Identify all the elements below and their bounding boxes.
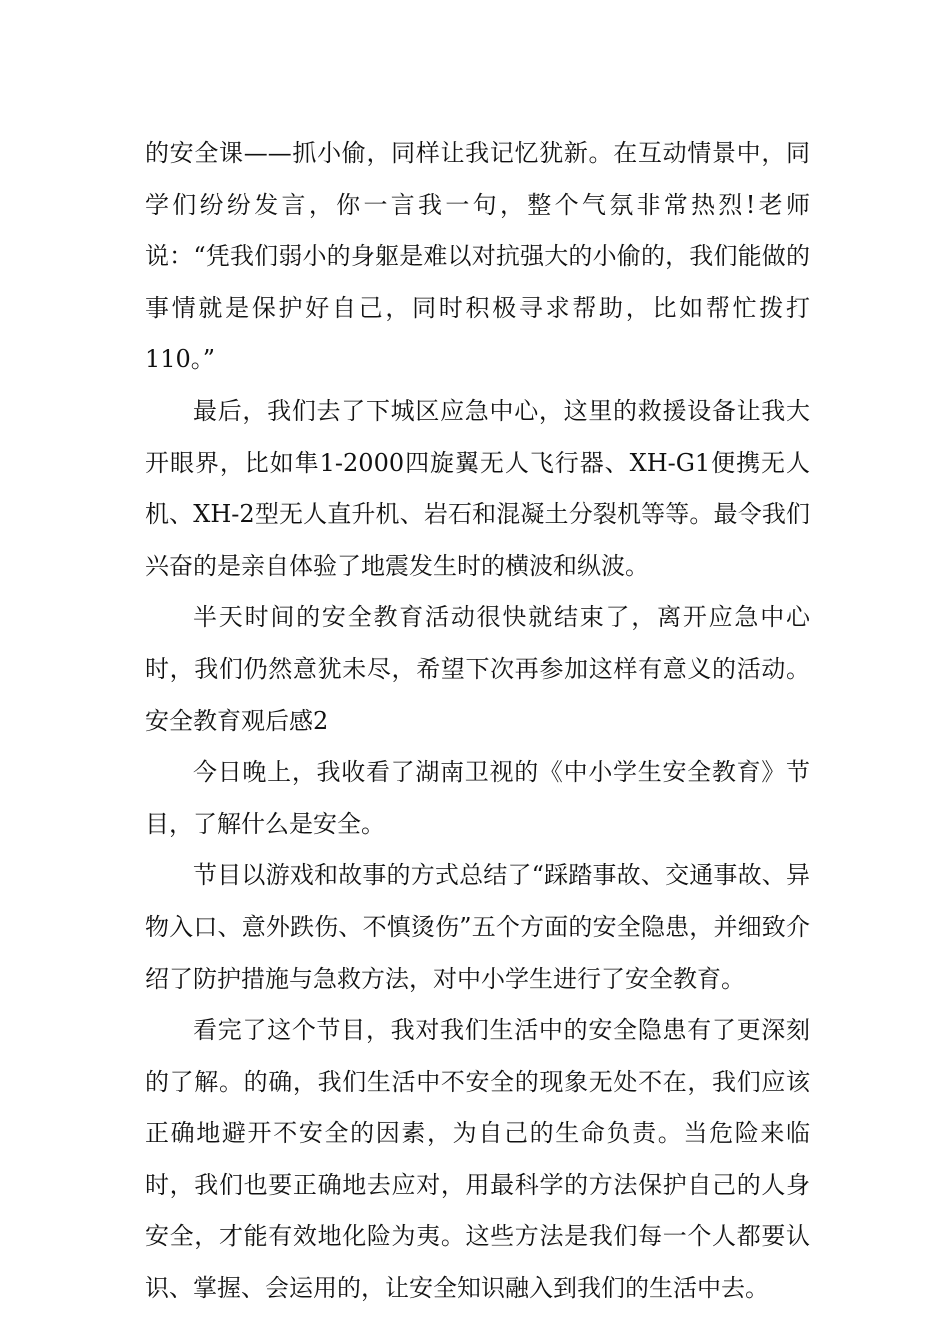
paragraph-5: 节目以游戏和故事的方式总结了“踩踏事故、交通事故、异物入口、意外跌伤、不慎烫伤”五个方面的安全隐患，并细致介绍了防护措施与急救方法，对中小学生进行了安全教育。: [145, 861, 810, 993]
paragraph-6: 看完了这个节目，我对我们生活中的安全隐患有了更深刻的了解。的确，我们生活中不安全的现象无处不在，我们应该正确地避开不安全的因素，为自己的生命负责。当危险来临时，我们也要正确地去应对，用最科学的方法保护自己的人身安全，才能有效地化险为夷。这些方法是我们每一个人都要认识、掌握、会运用的，让安全知识融入到我们的生活中去。: [145, 1016, 810, 1303]
paragraph-3: 半天时间的安全教育活动很快就结束了，离开应急中心时，我们仍然意犹未尽，希望下次再参加这样有意义的活动。安全教育观后感2: [145, 603, 810, 735]
paragraph-2: 最后，我们去了下城区应急中心，这里的救援设备让我大开眼界，比如隼1-2000四旋翼无人飞行器、XH-G1便携无人机、XH-2型无人直升机、岩石和混凝土分裂机等等。最令我们兴奋的是亲自体验了地震发生时的横波和纵波。: [145, 396, 810, 580]
paragraph-1: 的安全课——抓小偷，同样让我记忆犹新。在互动情景中，同学们纷纷发言，你一言我一句，整个气氛非常热烈!老师说：“凭我们弱小的身躯是难以对抗强大的小偷的，我们能做的事情就是保护好自己，同时积极寻求帮助，比如帮忙拨打110。”: [145, 139, 810, 374]
paragraph-4: 今日晚上，我收看了湖南卫视的《中小学生安全教育》节目，了解什么是安全。: [145, 758, 810, 838]
document-body: [145, 128, 810, 1315]
